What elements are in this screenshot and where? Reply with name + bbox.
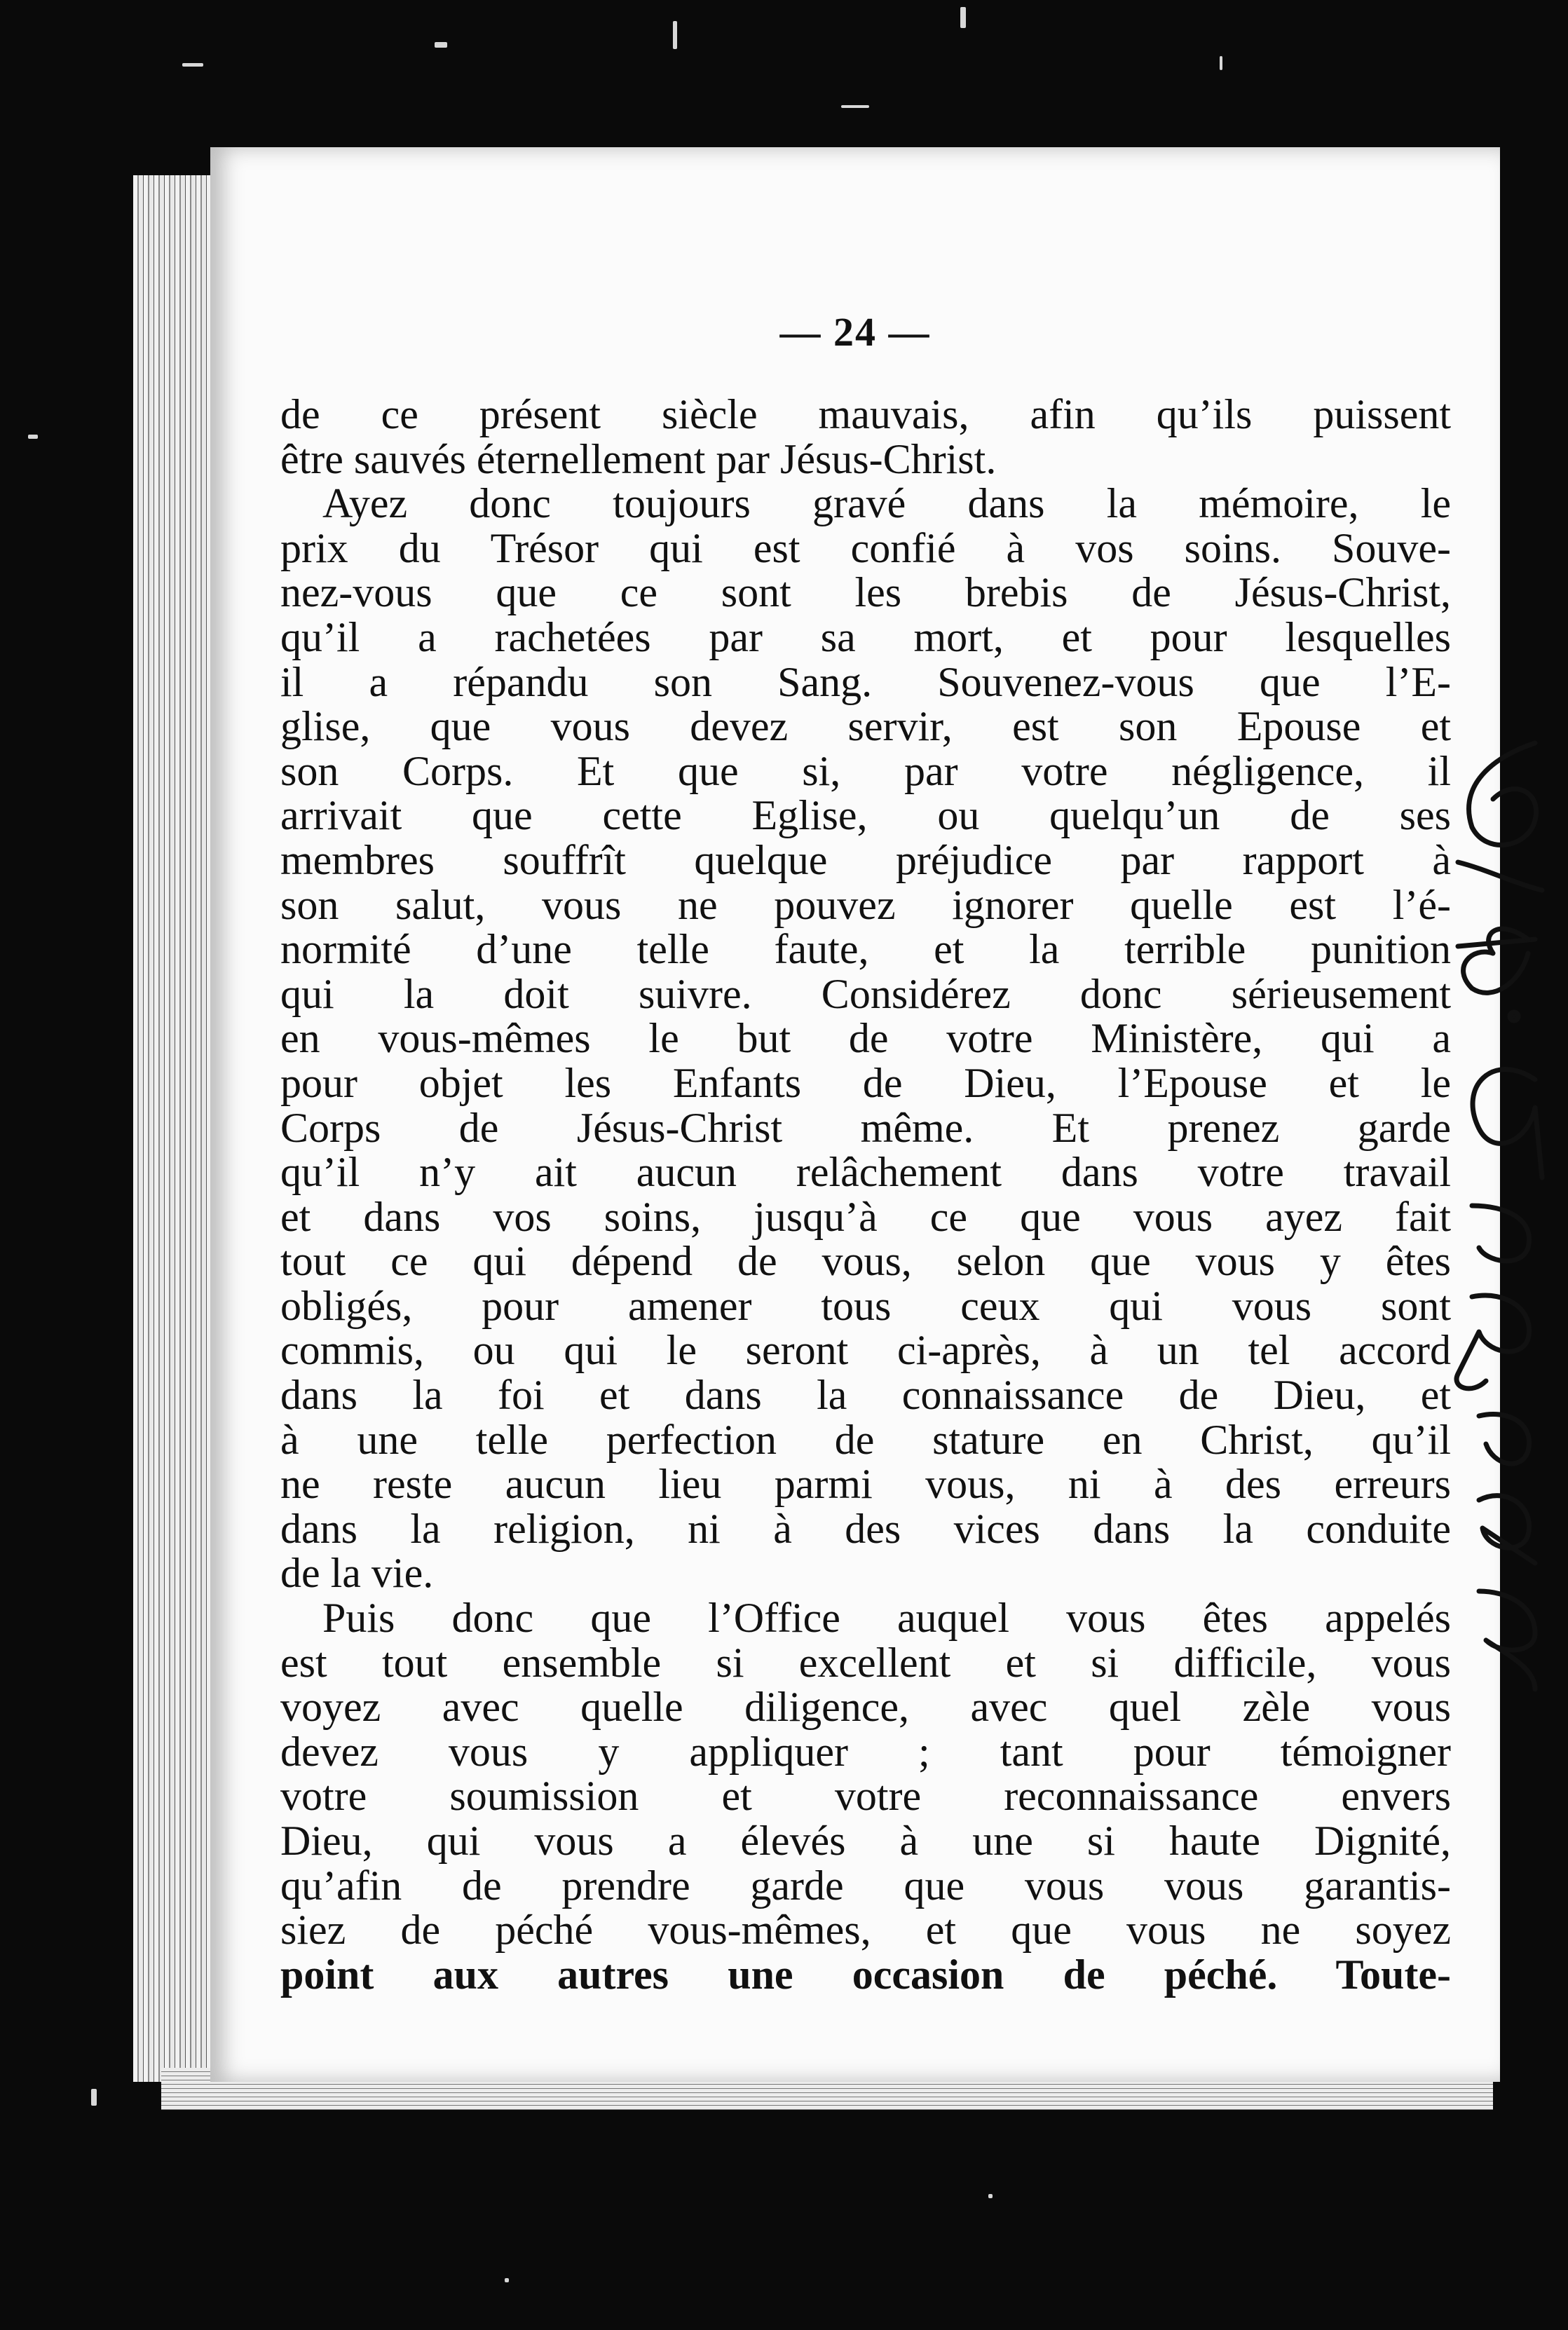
text-line: votre soumission et votre reconnaissance envers (280, 1773, 1451, 1820)
scan-speck (435, 42, 447, 48)
book-page-edges (133, 175, 217, 2082)
text-line: siez de péché vous-mêmes, et que vous ne soyez (280, 1907, 1451, 1954)
scan-speck (91, 2089, 97, 2106)
text-line: est tout ensemble si excellent et si difficile, vous (280, 1639, 1451, 1686)
text-line: obligés, pour amener tous ceux qui vous sont (280, 1282, 1451, 1329)
text-line: Ayez donc toujours gravé dans la mémoire, le (322, 480, 1451, 527)
text-line: qui la doit suivre. Considérez donc sérieusement (280, 970, 1451, 1017)
text-line: son Corps. Et que si, par votre négligence, il (280, 747, 1451, 794)
text-line: qu’afin de prendre garde que vous vous garantis- (280, 1862, 1451, 1909)
text-line: de la vie. (280, 1550, 434, 1597)
text-line: Dieu, qui vous a élevés à une si haute Dignité, (280, 1818, 1451, 1864)
text-line: voyez avec quelle diligence, avec quel zèle vous (280, 1684, 1451, 1731)
text-line: à une telle perfection de stature en Christ, qu’il (280, 1416, 1451, 1463)
text-line: commis, ou qui le seront ci-après, à un tel accord (280, 1327, 1451, 1374)
scan-speck (1220, 56, 1222, 70)
scan-speck (673, 21, 677, 49)
text-line: normité d’une telle faute, et la terrible punition (280, 926, 1451, 973)
body-text (280, 393, 1451, 1997)
text-line: prix du Trésor qui est confié à vos soins. Souve- (280, 524, 1451, 571)
text-line: en vous-mêmes le but de votre Ministère, qui a (280, 1015, 1451, 1062)
handwritten-signature (1430, 715, 1556, 1710)
text-line: de ce présent siècle mauvais, afin qu’ils puissent (280, 391, 1451, 437)
text-line: il a répandu son Sang. Souvenez-vous que l’E- (280, 658, 1451, 705)
text-line: qu’il n’y ait aucun relâchement dans votre travail (280, 1149, 1451, 1196)
text-line: et dans vos soins, jusqu’à ce que vous ayez fait (280, 1193, 1451, 1240)
scan-speck (988, 2194, 993, 2198)
text-line: devez vous y appliquer ; tant pour témoigner (280, 1728, 1451, 1775)
scan-speck (960, 7, 966, 28)
text-line: ne reste aucun lieu parmi vous, ni à des erreurs (280, 1461, 1451, 1508)
text-line: nez-vous que ce sont les brebis de Jésus-Christ, (280, 569, 1451, 616)
scan-speck (505, 2278, 509, 2282)
text-line: glise, que vous devez servir, est son Epouse et (280, 703, 1451, 750)
text-line: qu’il a rachetées par sa mort, et pour lesquelles (280, 613, 1451, 660)
text-line: Corps de Jésus-Christ même. Et prenez garde (280, 1104, 1451, 1151)
text-line: être sauvés éternellement par Jésus-Christ. (280, 435, 997, 482)
text-line: dans la foi et dans la connaissance de Dieu, et (280, 1372, 1451, 1419)
text-line: point aux autres une occasion de péché. Toute- (280, 1951, 1451, 1998)
page-number: — 24 — (779, 309, 931, 355)
scan-speck (28, 435, 38, 439)
text-line: pour objet les Enfants de Dieu, l’Epouse et le (280, 1059, 1451, 1106)
text-line: membres souffrît quelque préjudice par rapport à (280, 836, 1451, 883)
scan-speck (182, 63, 203, 67)
text-line: dans la religion, ni à des vices dans la conduite (280, 1505, 1451, 1552)
text-line: arrivait que cette Eglise, ou quelqu’un de ses (280, 792, 1451, 839)
text-line: son salut, vous ne pouvez ignorer quelle est l’é- (280, 881, 1451, 928)
scan-speck (841, 105, 869, 108)
text-line: tout ce qui dépend de vous, selon que vous y êtes (280, 1238, 1451, 1285)
text-line: Puis donc que l’Office auquel vous êtes appelés (322, 1595, 1451, 1642)
